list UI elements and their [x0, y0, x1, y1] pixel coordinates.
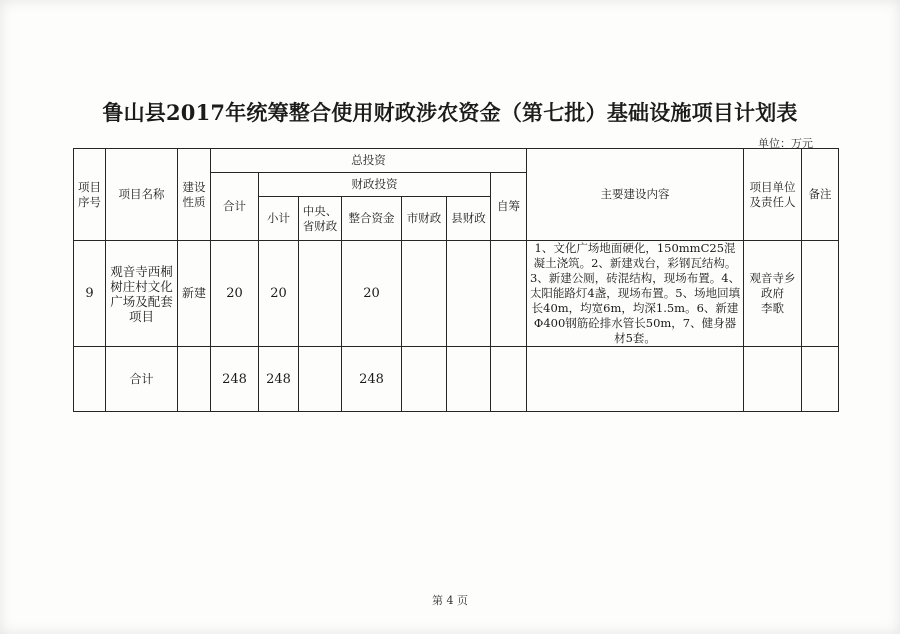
header-subtotal: 小计	[259, 197, 299, 241]
header-integrated-funds: 整合资金	[342, 197, 402, 241]
total-cell-label: 合计	[106, 347, 178, 412]
cell-county-fiscal	[447, 241, 491, 347]
header-total: 合计	[211, 173, 259, 241]
investment-plan-table	[73, 148, 839, 412]
header-city-fiscal: 市财政	[402, 197, 447, 241]
total-row	[74, 347, 839, 412]
document-title: 鲁山县2017年统筹整合使用财政涉农资金（第七批）基础设施项目计划表	[102, 100, 798, 125]
header-project-seq: 项目序号	[74, 149, 106, 241]
header-central-provincial: 中央、省财政	[299, 197, 342, 241]
total-cell-seq	[74, 347, 106, 412]
header-main-content: 主要建设内容	[527, 149, 744, 241]
total-cell-total: 248	[211, 347, 259, 412]
cell-remarks	[802, 241, 839, 347]
header-county-fiscal: 县财政	[447, 197, 491, 241]
header-fiscal-investment: 财政投资	[259, 173, 491, 197]
total-cell-project-unit	[744, 347, 802, 412]
cell-subtotal: 20	[259, 241, 299, 347]
total-cell-city-fiscal	[402, 347, 447, 412]
unit-label: 单位：万元	[758, 137, 813, 150]
cell-city-fiscal	[402, 241, 447, 347]
total-cell-self-raised	[491, 347, 527, 412]
total-cell-county-fiscal	[447, 347, 491, 412]
cell-main-content: 1、文化广场地面硬化，150mmC25混凝土浇筑。2、新建戏台，彩钢瓦结构。3、新建公厕，砖混结构，现场布置。4、太阳能路灯4盏，现场布置。5、场地回填长40m，均宽6m，均深1.5m。6、新建Φ400钢筋砼排水管长50m，7、健身器材5套。	[527, 241, 744, 347]
header-construction-nature: 建设性质	[178, 149, 211, 241]
cell-construction-nature: 新建	[178, 241, 211, 347]
total-cell-remarks	[802, 347, 839, 412]
header-row-1	[74, 149, 839, 173]
project-unit-name: 观音寺乡政府	[749, 271, 796, 300]
cell-project-name: 观音寺西桐树庄村文化广场及配套项目	[106, 241, 178, 347]
header-project-unit: 项目单位及责任人	[744, 149, 802, 241]
total-cell-central-provincial	[299, 347, 342, 412]
cell-seq: 9	[74, 241, 106, 347]
cell-project-unit	[744, 241, 802, 347]
header-total-investment: 总投资	[211, 149, 527, 173]
total-cell-subtotal: 248	[259, 347, 299, 412]
cell-central-provincial	[299, 241, 342, 347]
total-cell-integrated-funds: 248	[342, 347, 402, 412]
cell-total: 20	[211, 241, 259, 347]
page-number: 第 4 页	[432, 594, 468, 607]
header-self-raised: 自筹	[491, 173, 527, 241]
cell-self-raised	[491, 241, 527, 347]
total-cell-nature	[178, 347, 211, 412]
header-project-name: 项目名称	[106, 149, 178, 241]
cell-integrated-funds: 20	[342, 241, 402, 347]
header-remarks: 备注	[802, 149, 839, 241]
table-row	[74, 241, 839, 347]
responsible-person: 李歌	[761, 301, 785, 315]
total-cell-main-content	[527, 347, 744, 412]
